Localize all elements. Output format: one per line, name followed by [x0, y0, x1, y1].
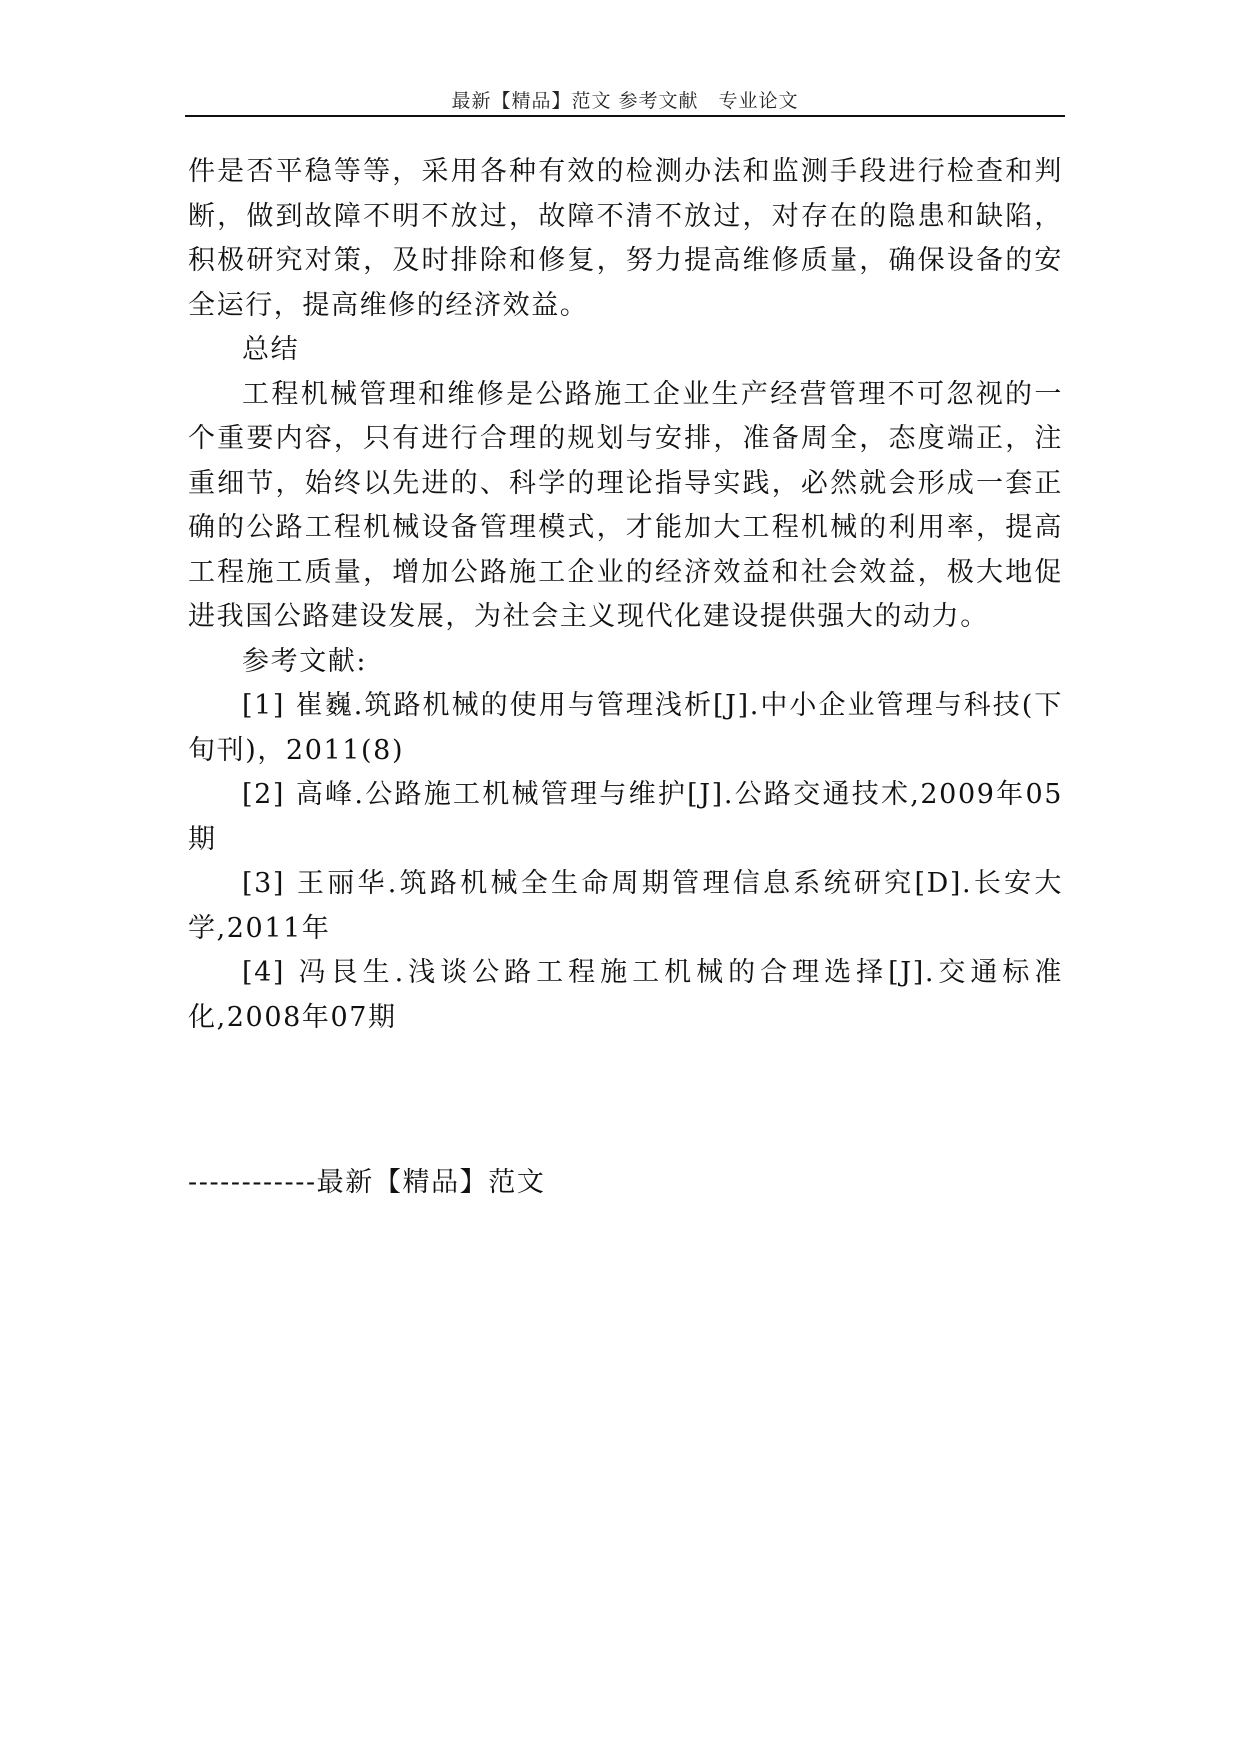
page-header: 最新【精品】范文 参考文献 专业论文 — [451, 90, 799, 112]
references-heading: 参考文献: — [242, 645, 368, 677]
document-body — [188, 150, 1063, 1040]
continuation-paragraph: 件是否平稳等等，采用各种有效的检测办法和监测手段进行检查和判断，做到故障不明不放过，故障不清不放过，对存在的隐患和缺陷，积极研究对策，及时排除和修复，努力提高维修质量，确保设备的安全运行，提高维修的经济效益。 — [188, 156, 1063, 321]
summary-paragraph: 工程机械管理和维修是公路施工企业生产经营管理不可忽视的一个重要内容，只有进行合理的规划与安排，准备周全，态度端正，注重细节，始终以先进的、科学的理论指导实践，必然就会形成一套正确的公路工程机械设备管理模式，才能加大工程机械的利用率，提高工程施工质量，增加公路施工企业的经济效益和社会效益，极大地促进我国公路建设发展，为社会主义现代化建设提供强大的动力。 — [188, 378, 1063, 632]
footer-text: ------------最新【精品】范文 — [188, 1167, 546, 1198]
reference-item-2: [2] 高峰.公路施工机械管理与维护[J].公路交通技术,2009年05期 — [188, 779, 1063, 855]
reference-item-3: [3] 王丽华.筑路机械全生命周期管理信息系统研究[D].长安大学,2011年 — [188, 868, 1063, 944]
reference-item-4: [4] 冯艮生.浅谈公路工程施工机械的合理选择[J].交通标准化,2008年07期 — [188, 957, 1063, 1033]
header-divider — [185, 115, 1065, 117]
summary-heading: 总结 — [242, 334, 300, 365]
reference-item-1: [1] 崔巍.筑路机械的使用与管理浅析[J].中小企业管理与科技(下旬刊)，2011(8) — [188, 690, 1063, 766]
